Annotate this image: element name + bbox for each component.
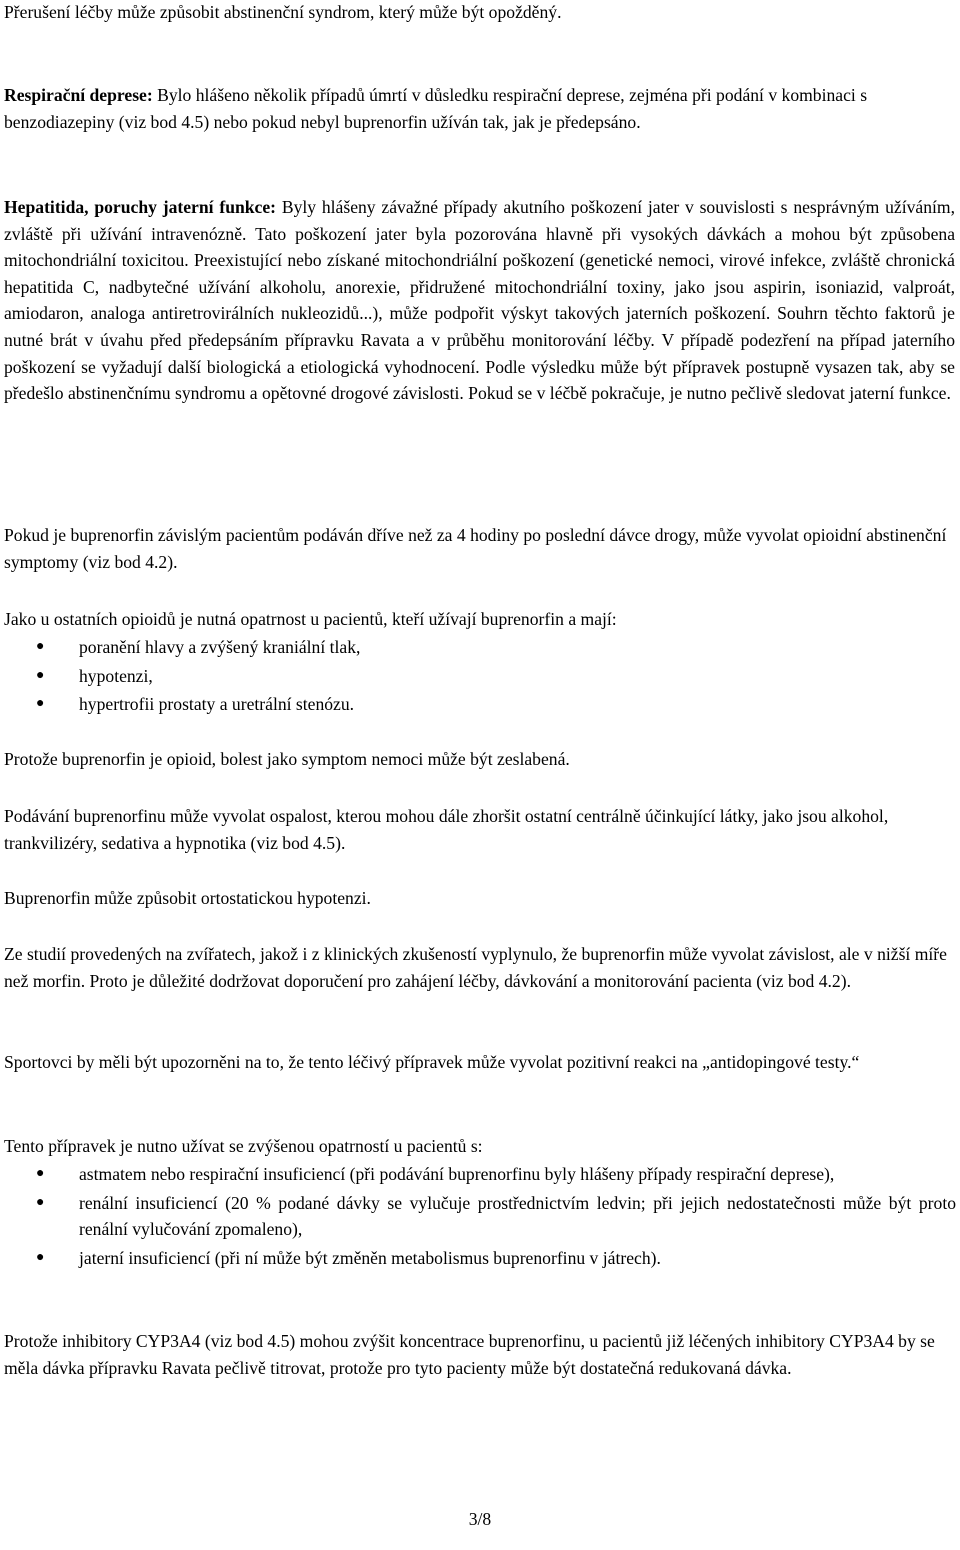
- list-item: ● renální insuficiencí (20 % podané dávky se vylučuje prostřednictvím ledvin; při jejich nedostatečnosti může být proto renální vylučování zpomaleno),: [4, 1190, 956, 1243]
- list-item: ● hypotenzi,: [4, 662, 956, 691]
- text-respiratory-depression: Bylo hlášeno několik případů úmrtí v důsledku respirační deprese, zejména při podání v kombinaci s benzodiazepiny (viz bod 4.5) nebo pokud nebyl buprenorfin užíván tak, jak je předepsáno.: [4, 85, 868, 132]
- heading-respiratory-depression: Respirační deprese:: [4, 85, 153, 105]
- caution-list: [4, 633, 956, 719]
- paragraph-caution-intro: Jako u ostatních opioidů je nutná opatrnost u pacientů, kteří užívají buprenorfin a mají:: [4, 609, 617, 629]
- paragraph-withdrawal: Přerušení léčby může způsobit abstinenční syndrom, který může být opožděný.: [4, 2, 562, 22]
- paragraph-athletes: Sportovci by měli být upozorněni na to, že tento léčivý přípravek může vyvolat pozitivní reakci na „antidopingové testy.“: [4, 1052, 860, 1072]
- paragraph-drowsiness: Podávání buprenorfinu může vyvolat ospalost, kterou mohou dále zhoršit ostatní centrálně účinkující látky, jako jsou alkohol, trankvilizéry, sedativa a hypnotika (viz bod 4.5).: [4, 806, 889, 853]
- paragraph-respiratory-depression: [4, 82, 954, 135]
- increased-caution-list: [4, 1161, 956, 1271]
- paragraph-cyp3a4: Protože inhibitory CYP3A4 (viz bod 4.5) mohou zvýšit koncentrace buprenorfinu, u pacientů již léčených inhibitory CYP3A4 by se měla dávka přípravku Ravata pečlivě titrovat, protože pro tyto pacienty může být dostatečná redukovaná dávka.: [4, 1331, 935, 1378]
- list-item: ● jaterní insuficiencí (při ní může být změněn metabolismus buprenorfinu v játrech).: [4, 1245, 956, 1272]
- list-item: ● poranění hlavy a zvýšený kraniální tlak,: [4, 633, 956, 662]
- bullet-icon: ●: [36, 639, 45, 654]
- text-hepatitis: Byly hlášeny závažné případy akutního poškození jater v souvislosti s nesprávným užíváním, zvláště při užívání intravenózně. Tato poškození jater byla pozorována hlavně při vysokých dávkách a mohou být způsobena mitochondriální toxicitou. Preexistující nebo získané mitochondriální poškození (genetické nemoci, virové infekce, zvláště chronická hepatitida C, nadbytečné užívání alkoholu, anorexie, přidružené mitochondriální toxiny, jako jsou aspirin, isoniazid, valproát, amiodaron, analoga antiretrovirálních nukleozidů...), může podpořit výskyt takových jaterních poškození. Souhrn těchto faktorů je nutné brát v úvahu před předepsáním přípravku Ravata a v průběhu monitorování léčby. V případě podezření na případ jaterního poškození se vyžadují další biologická a etiologická vyhodnocení. Podle výsledku může být přípravek postupně vysazen tak, aby se předešlo abstinenčnímu syndromu a opětovné drogové závislosti. Pokud se v léčbě pokračuje, je nutno pečlivě sledovat jaterní funkce.: [4, 197, 955, 404]
- paragraph-increased-caution: Tento přípravek je nutno užívat se zvýšenou opatrností u pacientů s:: [4, 1136, 483, 1156]
- bullet-icon: ●: [36, 696, 45, 711]
- list-item: ● hypertrofii prostaty a uretrální stenózu.: [4, 690, 956, 719]
- heading-hepatitis: Hepatitida, poruchy jaterní funkce:: [4, 197, 277, 217]
- paragraph-pain-masking: Protože buprenorfin je opioid, bolest jako symptom nemoci může být zeslabená.: [4, 749, 570, 769]
- paragraph-dependence: Ze studií provedených na zvířatech, jakož i z klinických zkušeností vyplynulo, že buprenorfin může vyvolat závislost, ale v nižší míře než morfin. Proto je důležité dodržovat doporučení pro zahájení léčby, dávkování a monitorování pacienta (viz bod 4.2).: [4, 944, 947, 991]
- paragraph-orthostatic: Buprenorfin může způsobit ortostatickou hypotenzi.: [4, 888, 371, 908]
- bullet-icon: ●: [36, 1166, 45, 1181]
- bullet-icon: ●: [36, 1194, 45, 1210]
- paragraph-hepatitis: [4, 194, 955, 407]
- list-item: ● astmatem nebo respirační insuficiencí (při podávání buprenorfinu byly hlášeny případy respirační deprese),: [4, 1161, 956, 1188]
- page-number: 3/8: [468, 1509, 492, 1529]
- bullet-icon: ●: [36, 667, 45, 683]
- paragraph-opioid-withdrawal: Pokud je buprenorfin závislým pacientům podáván dříve než za 4 hodiny po poslední dávce drogy, může vyvolat opioidní abstinenční symptomy (viz bod 4.2).: [4, 525, 947, 572]
- bullet-icon: ●: [36, 1249, 45, 1265]
